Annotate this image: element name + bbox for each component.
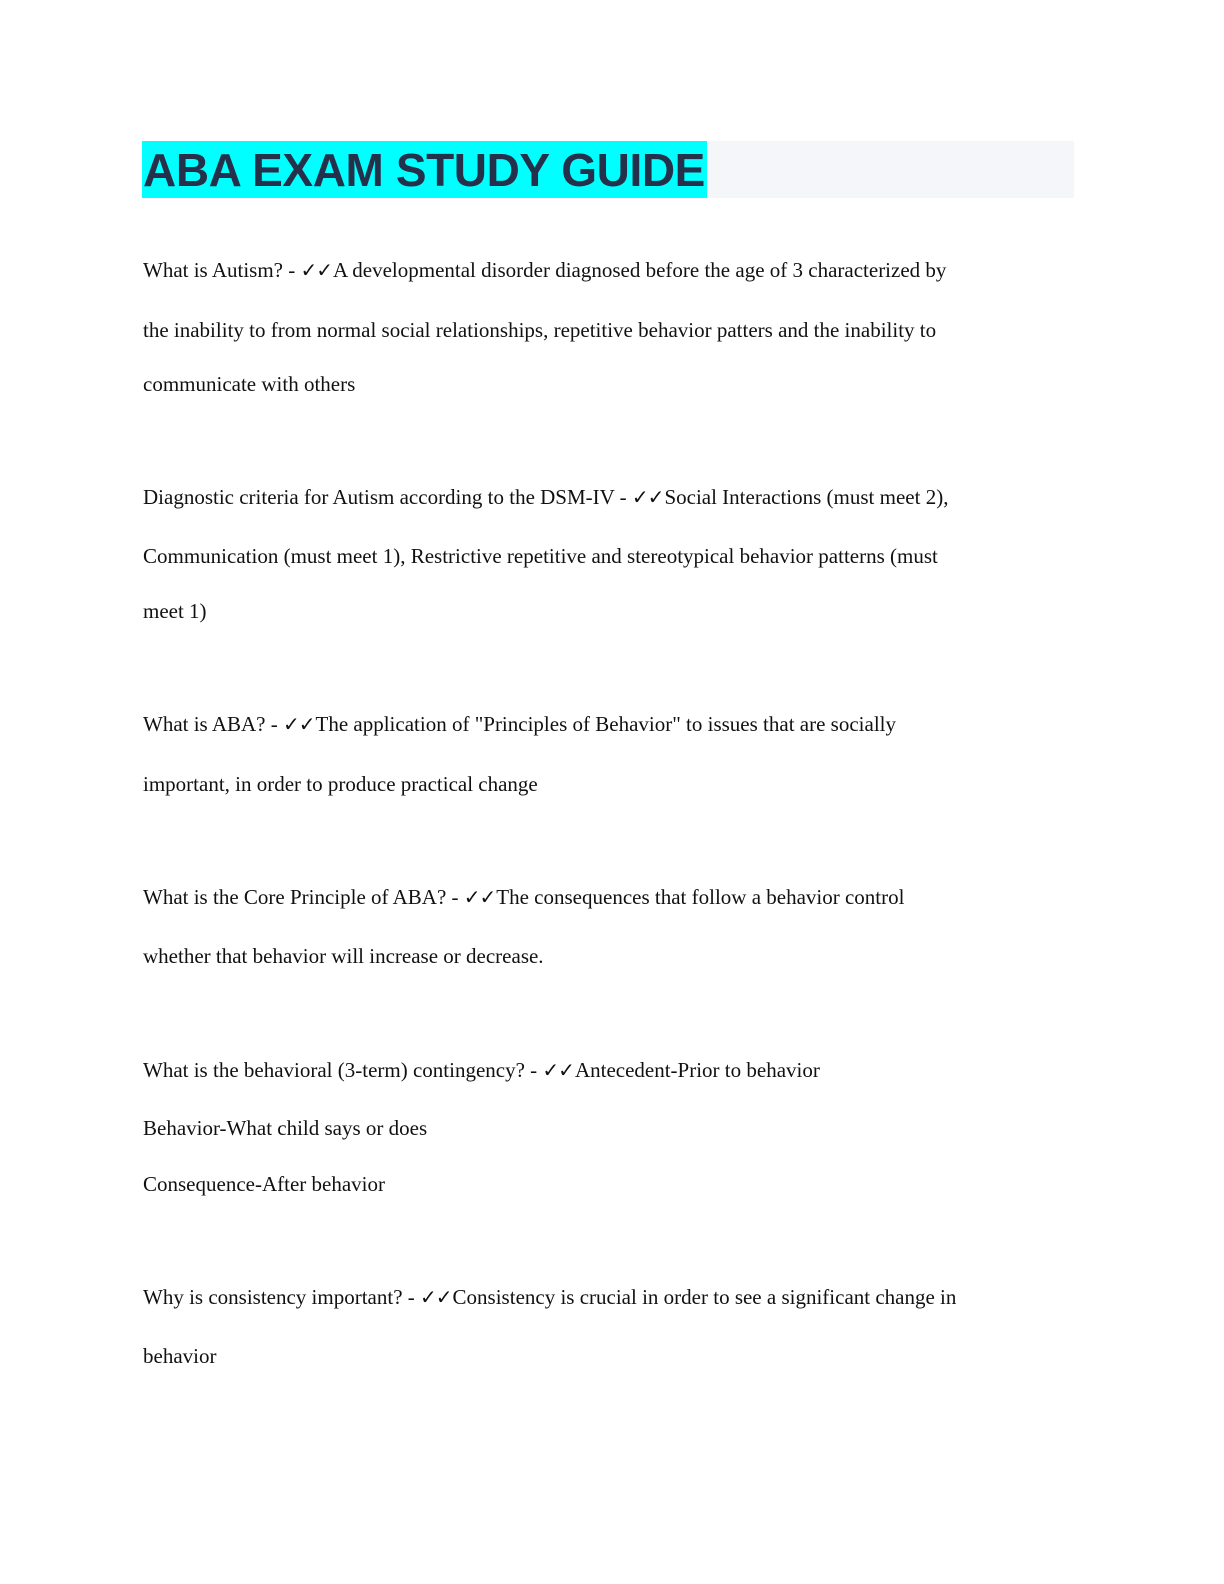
entry-2-line-2: Communication (must meet 1), Restrictive repetitive and stereotypical behavior patterns (must (143, 544, 938, 568)
entry-3-question: What is ABA? - (143, 712, 283, 736)
entry-4-answer: The consequences that follow a behavior control (496, 885, 905, 909)
entry-2-line-3: meet 1) (143, 599, 207, 623)
entry-1-line-1 (143, 257, 946, 283)
entry-1-question: What is Autism? - (143, 258, 301, 282)
entry-5-answer: Antecedent-Prior to behavior (574, 1058, 820, 1082)
entry-6-line-2: behavior (143, 1344, 217, 1368)
entry-4-line-2: whether that behavior will increase or decrease. (143, 944, 544, 968)
entry-4-question: What is the Core Principle of ABA? - (143, 885, 464, 909)
check-mark-icon: ✓✓ (420, 1285, 452, 1309)
entry-3-answer: The application of "Principles of Behavior" to issues that are socially (315, 712, 896, 736)
entry-2-question: Diagnostic criteria for Autism according to the DSM-IV - (143, 485, 632, 509)
entry-2-answer: Social Interactions (must meet 2), (664, 485, 949, 509)
entry-1-line-3: communicate with others (143, 372, 356, 396)
entry-5-line-1 (143, 1057, 820, 1083)
entry-1-answer: A developmental disorder diagnosed before the age of 3 characterized by (333, 258, 947, 282)
check-mark-icon: ✓✓ (463, 885, 496, 909)
entry-6-question: Why is consistency important? - (143, 1285, 421, 1309)
entry-3-line-2: important, in order to produce practical change (143, 772, 538, 796)
check-mark-icon: ✓✓ (542, 1058, 574, 1082)
entry-6-answer: Consistency is crucial in order to see a significant change in (452, 1285, 957, 1309)
entry-2-line-1 (143, 484, 948, 510)
entry-3-line-1 (143, 711, 896, 737)
entry-1-line-2: the inability to from normal social relationships, repetitive behavior patters and the inability to (143, 318, 937, 342)
entry-5-line-3: Consequence-After behavior (143, 1172, 385, 1196)
entry-5-line-2: Behavior-What child says or does (143, 1116, 428, 1140)
check-mark-icon: ✓✓ (300, 258, 332, 282)
entry-6-line-1 (143, 1284, 956, 1310)
entry-4-line-1 (143, 884, 904, 910)
check-mark-icon: ✓✓ (282, 712, 315, 736)
check-mark-icon: ✓✓ (631, 485, 664, 509)
entry-5-question: What is the behavioral (3-term) contingency? - (143, 1058, 543, 1082)
page-title: ABA EXAM STUDY GUIDE (142, 141, 707, 198)
